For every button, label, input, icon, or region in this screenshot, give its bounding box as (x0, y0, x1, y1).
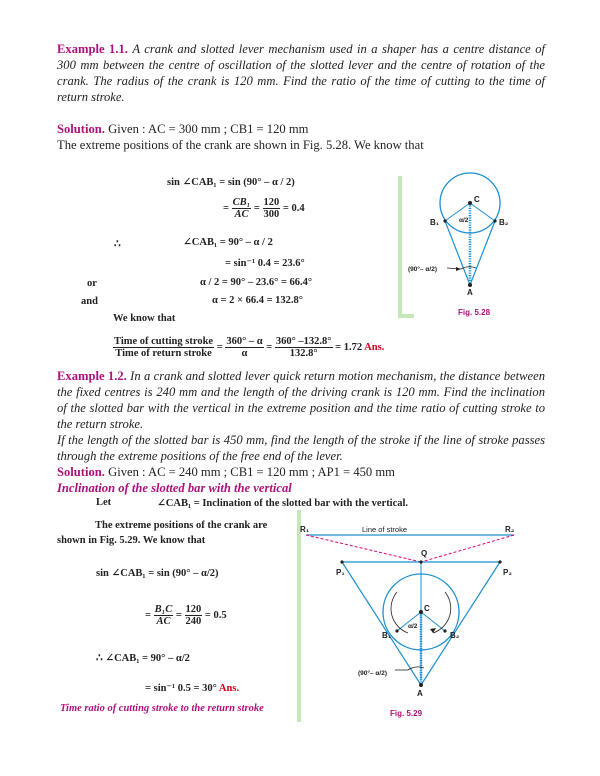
fig529-label-p2: P₂ (503, 568, 512, 577)
ex1-eq5: α / 2 = 90° – 23.6° = 66.4° (200, 277, 313, 288)
ex2-let: Let (96, 497, 112, 508)
fig528-label-c: C (474, 195, 480, 204)
ex1-ans: Ans. (364, 341, 385, 353)
fig529-label-r1: R₁ (300, 525, 310, 534)
ex2-problem-text2: If the length of the slotted bar is 450 mm, find the length of the stroke if the line of stroke passes through the extreme positions of the free end of the lever. (57, 433, 545, 463)
fig529-label-b1: B₁ (382, 631, 392, 640)
ex2-eq2: = $\frac{\text{B₁C}}{AC}$ = $\frac{120}{240}$ = 0.5 (145, 604, 227, 627)
fig528-label-b2: B₂ (499, 218, 509, 227)
ex1-given-line (57, 121, 545, 137)
fig529-label-alpha: α/2 (408, 623, 418, 630)
fig529-label-p1: P₁ (336, 568, 345, 577)
ex1-ratio-result: = 1.72 (335, 341, 363, 353)
ex2-given-line (57, 464, 545, 480)
ex1-intro: The extreme positions of the crank are shown in Fig. 5.28. We know that (57, 138, 424, 152)
ex2-let-def: ∠CAB₁ = Inclination of the slotted bar with the vertical. (157, 498, 409, 509)
fig528-caption: Fig. 5.28 (458, 308, 491, 317)
fig529-label-r2: R₂ (505, 525, 515, 534)
ex2-problem (57, 368, 545, 432)
ex1-or: or (87, 278, 97, 289)
ex1-therefore: ∴ (114, 239, 121, 250)
fig529-caption: Fig. 5.29 (390, 709, 423, 718)
ex2-eq2-den2: 240 (185, 616, 202, 627)
ex1-eq2-den2: 300 (263, 209, 280, 220)
ex2-eq4-line (145, 682, 239, 694)
fig528-label-a: A (467, 288, 473, 297)
ex1-eq1: sin ∠CAB₁ = sin (90° – α / 2) (167, 177, 295, 188)
ex2-problem-text1: In a crank and slotted lever quick return motion mechanism, the distance between the fixed centres is 240 mm and the length of the driving crank is 120 mm. Find the inclination of the slotted bar with the vertical in the extreme position and the time ratio of cutting stroke to the return stroke. (57, 369, 545, 431)
fig528-line-cb2 (470, 203, 495, 221)
ex2-eq2-result: = 0.5 (204, 609, 227, 621)
ex2-intro: The extreme positions of the crank are shown in Fig. 5.29. We know that (57, 520, 268, 546)
ex1-ratio: $\frac{\text{Time of cutting stroke}}{\text{Time of return stroke}}$ = $\frac{360^\circ - \alpha}{\alpha}$ = $\frac{360^\circ -132.8^\circ}{132.8^\circ}$ = 1.72 Ans. (114, 336, 385, 359)
ex1-we-know: We know that (113, 313, 176, 324)
ex2-ans: Ans. (218, 683, 240, 694)
ex2-eq1: sin ∠CAB₁ = sin (90° – α/2) (96, 568, 219, 579)
ex2-given: Given : AC = 240 mm ; CB1 = 120 mm ; AP1 = 450 mm (108, 465, 395, 479)
ex1-eq2-result: = 0.4 (282, 202, 305, 214)
fig529-label-angle: (90°– α/2) (358, 670, 387, 677)
fig529-dash-right (421, 535, 514, 562)
fig529-label-q: Q (421, 549, 428, 558)
ex1-ratio-f1-num: 360° – α (226, 336, 263, 347)
ex1-eq6: α = 2 × 66.4 = 132.8° (212, 295, 304, 306)
fig528-label-alpha: α/2 (459, 217, 469, 224)
ex1-heading: Example 1.1. (57, 42, 128, 56)
ex2-eq2-den: AC (156, 616, 171, 627)
fig529-label-c: C (424, 604, 430, 613)
fig529-dash-left (306, 535, 421, 562)
ex2-subheading: Inclination of the slotted bar with the vertical (57, 481, 292, 495)
ex1-ratio-f1-den: α (241, 348, 248, 359)
ex2-heading: Example 1.2. (57, 369, 127, 383)
ex2-eq4: = sin⁻¹ 0.5 = 30° (145, 683, 217, 694)
fig529-label-b2: B₂ (450, 631, 460, 640)
ex1-ratio-f2-den: 132.8° (289, 348, 318, 359)
ex1-eq2-num: CB₁ (232, 197, 251, 208)
ex2-solution-label: Solution. (57, 465, 105, 479)
ex1-eq2-den: AC (234, 209, 249, 220)
ex1-and: and (81, 296, 98, 307)
ex2-eq3: ∴ ∠CAB₁ = 90° – α/2 (96, 653, 190, 664)
ex1-problem (57, 41, 545, 105)
fig529-line-ap2 (421, 562, 500, 685)
fig528-label-angle: (90°– α/2) (408, 266, 437, 273)
fig529-label-a: A (417, 689, 423, 698)
ex1-eq4: = sin⁻¹ 0.4 = 23.6° (225, 258, 305, 269)
ex1-eq3: ∠CAB₁ = 90° – α / 2 (183, 237, 273, 248)
ex1-given: Given : AC = 300 mm ; CB1 = 120 mm (108, 122, 309, 136)
ex1-ratio-num: Time of cutting stroke (114, 336, 214, 347)
ex1-solution-label: Solution. (57, 122, 105, 136)
ex1-ratio-den: Time of return stroke (115, 348, 212, 359)
fig529-diagram (300, 520, 545, 745)
ex1-eq2-num2: 120 (263, 197, 280, 208)
ex2-time-ratio-heading: Time ratio of cutting stroke to the return stroke (60, 703, 264, 714)
fig529-label-line: Line of stroke (362, 525, 408, 534)
ex2-eq2-num: B₁C (154, 604, 173, 615)
ex2-eq2-num2: 120 (185, 604, 202, 615)
fig528-label-b1: B₁ (430, 218, 440, 227)
ex1-problem-text: A crank and slotted lever mechanism used in a shaper has a centre distance of 300 mm between the centre of oscillation of the slotted lever and the centre of rotation of the crank. The radius of the crank is 120 mm. Find the ratio of the time of cutting to the time of return stroke. (57, 42, 545, 104)
ex1-eq2: = $\frac{\text{CB₁}}{AC}$ = $\frac{120}{300}$ = 0.4 (223, 197, 305, 220)
ex1-ratio-f2-num: 360° –132.8° (275, 336, 332, 347)
fig528-diagram (400, 170, 540, 320)
